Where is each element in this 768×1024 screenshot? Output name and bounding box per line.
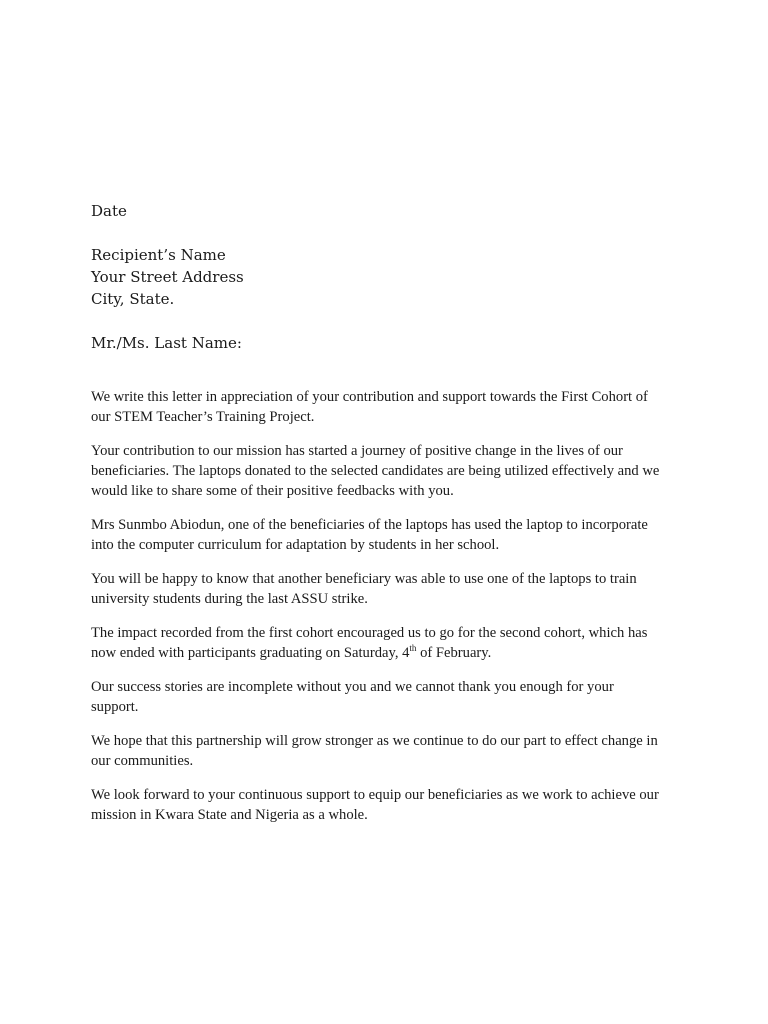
- paragraph-line: The impact recorded from the first cohort encouraged us to go for the second cohort, which has: [91, 625, 648, 641]
- street-address: Your Street Address: [91, 268, 244, 286]
- paragraph-line: would like to share some of their positive feedbacks with you.: [91, 483, 454, 499]
- paragraph-line: Mrs Sunmbo Abiodun, one of the beneficiaries of the laptops has used the laptop to incorporate: [91, 517, 648, 533]
- ordinal-suffix: th: [409, 643, 417, 653]
- paragraph-line-graduation: [91, 643, 691, 663]
- letter-body: [91, 387, 691, 839]
- salutation: Mr./Ms. Last Name:: [91, 334, 242, 352]
- paragraph-impact: [91, 623, 691, 663]
- city-state: City, State.: [91, 290, 175, 308]
- paragraph-beneficiary-one: [91, 515, 691, 555]
- paragraph-line: mission in Kwara State and Nigeria as a whole.: [91, 807, 368, 823]
- paragraph-line: support.: [91, 699, 139, 715]
- recipient-name: Recipient’s Name: [91, 246, 226, 264]
- paragraph-closing: [91, 785, 691, 825]
- paragraph-line: into the computer curriculum for adaptation by students in her school.: [91, 537, 500, 553]
- paragraph-partnership: [91, 731, 691, 771]
- paragraph-line: We write this letter in appreciation of your contribution and support towards the First Cohort of: [91, 389, 648, 405]
- paragraph-line: our communities.: [91, 753, 194, 769]
- paragraph-line: You will be happy to know that another beneficiary was able to use one of the laptops to train: [91, 571, 637, 587]
- paragraph-beneficiary-two: [91, 569, 691, 609]
- paragraph-line: beneficiaries. The laptops donated to the selected candidates are being utilized effectively and we: [91, 463, 660, 479]
- paragraph-line: Your contribution to our mission has started a journey of positive change in the lives of our: [91, 443, 623, 459]
- graduation-text-before: now ended with participants graduating on Saturday, 4: [91, 645, 410, 661]
- letter-date: Date: [91, 202, 127, 220]
- paragraph-line: university students during the last ASSU strike.: [91, 591, 368, 607]
- paragraph-line: We look forward to your continuous support to equip our beneficiaries as we work to achieve our: [91, 787, 659, 803]
- paragraph-line: our STEM Teacher’s Training Project.: [91, 409, 315, 425]
- paragraph-line: Our success stories are incomplete without you and we cannot thank you enough for your: [91, 679, 614, 695]
- paragraph-line: We hope that this partnership will grow stronger as we continue to do our part to effect change in: [91, 733, 658, 749]
- paragraph-success-stories: [91, 677, 691, 717]
- graduation-text-after: of February.: [416, 645, 492, 661]
- paragraph-contribution: [91, 441, 691, 501]
- paragraph-appreciation: [91, 387, 691, 427]
